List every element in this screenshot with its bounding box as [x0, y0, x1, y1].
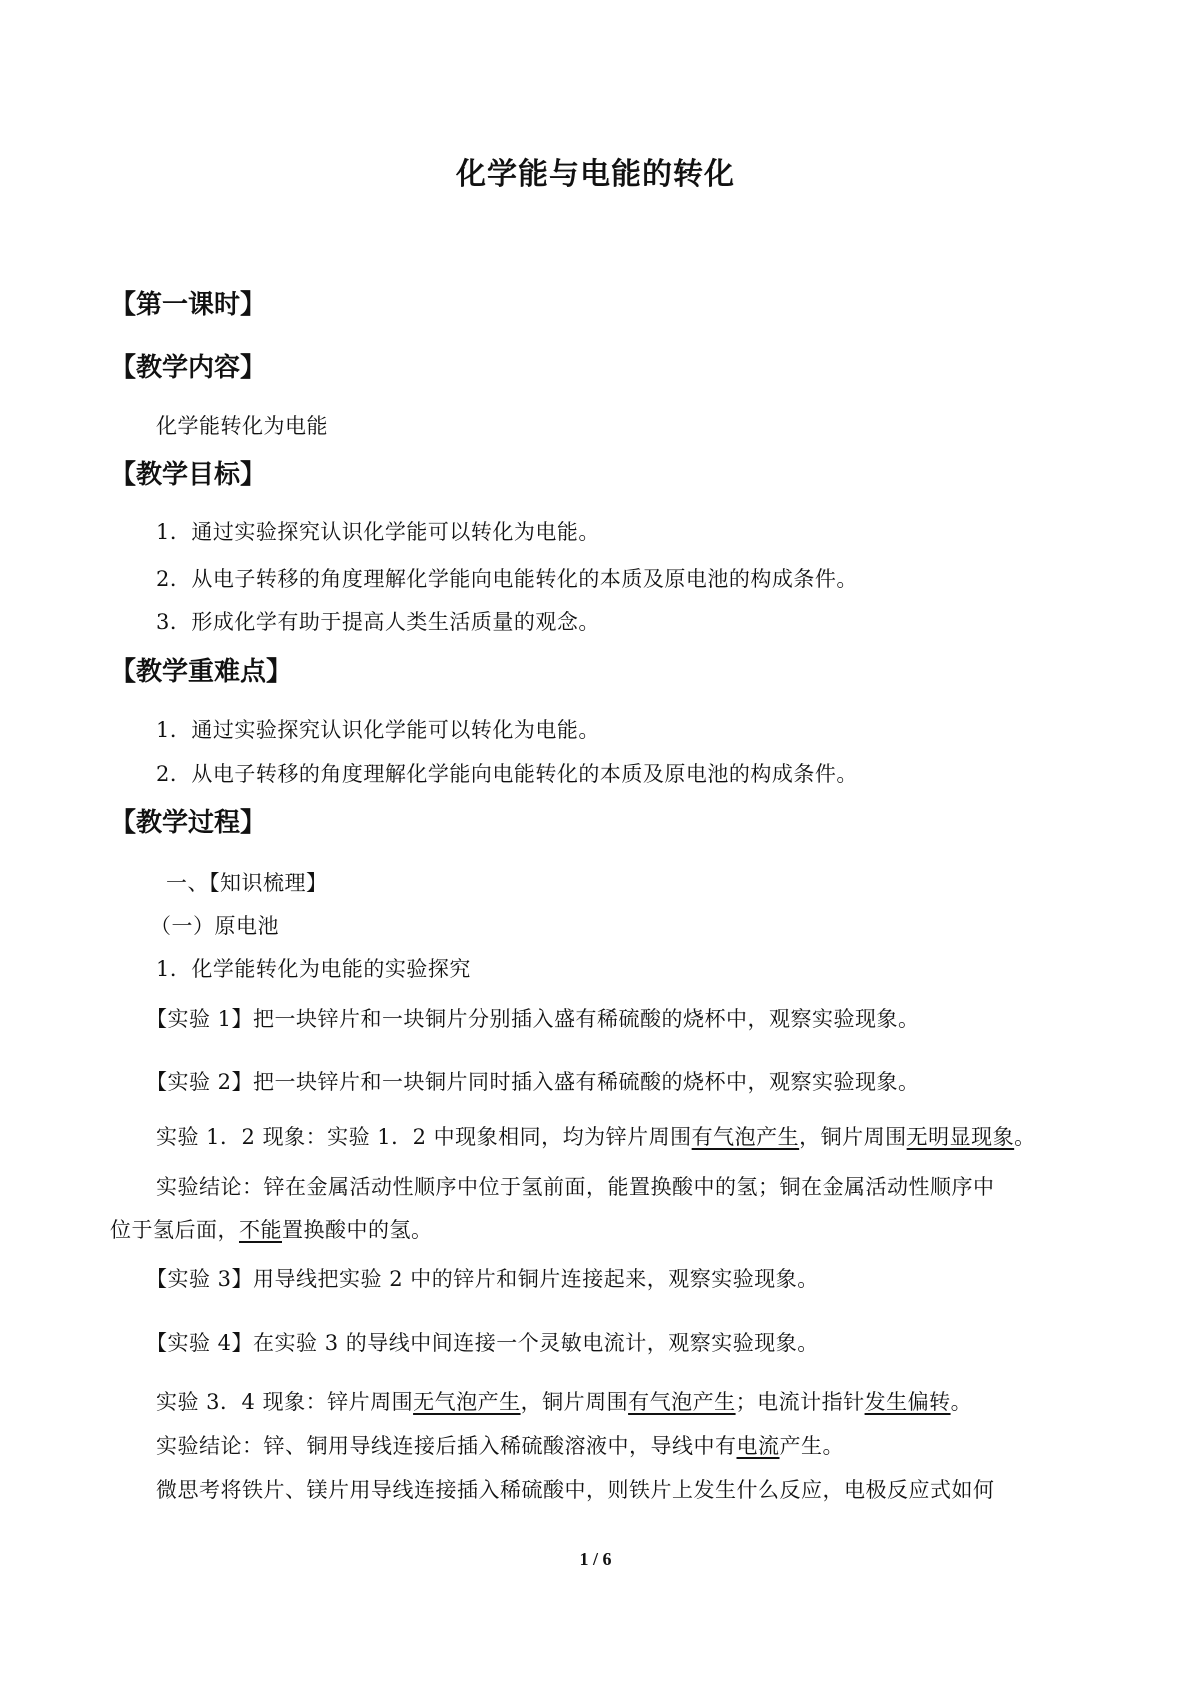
objective-item: 3．形成化学有助于提高人类生活质量的观念。: [156, 610, 600, 634]
observation-text: 。: [950, 1390, 973, 1414]
conclusion-text: 位于氢后面，: [110, 1218, 239, 1242]
content-text: 化学能转化为电能: [156, 414, 328, 438]
knowledge-section-heading: 一、【知识梳理】: [166, 871, 328, 895]
think-question: 微思考将铁片、镁片用导线连接插入稀硫酸中，则铁片上发生什么反应，电极反应式如何: [156, 1478, 995, 1502]
conclusion-text: 实验结论：锌、铜用导线连接后插入稀硫酸溶液中，导线中有: [156, 1434, 737, 1458]
observation-1-2: [156, 1127, 1036, 1148]
experiment-2: 【实验 2】把一块锌片和一块铜片同时插入盛有稀硫酸的烧杯中，观察实验现象。: [146, 1070, 920, 1094]
observation-text: 实验 3．4 现象：锌片周围: [156, 1390, 414, 1414]
conclusion-1-2-line2: [110, 1220, 433, 1241]
underlined-answer: 有气泡产生: [691, 1125, 800, 1149]
observation-text: ，铜片周围: [799, 1125, 907, 1149]
observation-text: ；电流计指针: [735, 1390, 865, 1414]
observation-text: 。: [1014, 1125, 1036, 1149]
observation-text: 实验 1．2 现象：实验 1．2 中现象相同，均为锌片周围: [156, 1125, 692, 1149]
experiment-1: 【实验 1】把一块锌片和一块铜片分别插入盛有稀硫酸的烧杯中，观察实验现象。: [146, 1007, 920, 1031]
page-number: 1 / 6: [579, 1549, 612, 1569]
conclusion-1-2-line1: 实验结论：锌在金属活动性顺序中位于氢前面，能置换酸中的氢；铜在金属活动性顺序中: [156, 1175, 995, 1199]
key-point-item: 2．从电子转移的角度理解化学能向电能转化的本质及原电池的构成条件。: [156, 762, 858, 786]
underlined-answer: 有气泡产生: [628, 1390, 736, 1414]
key-point-item: 1．通过实验探究认识化学能可以转化为电能。: [156, 718, 600, 742]
content-heading: 【教学内容】: [110, 353, 267, 383]
underlined-answer: 无气泡产生: [413, 1390, 521, 1414]
objective-item: 1．通过实验探究认识化学能可以转化为电能。: [156, 520, 600, 544]
observation-3-4: [156, 1392, 972, 1413]
conclusion-text: 产生。: [779, 1434, 844, 1458]
subsection-heading: （一）原电池: [150, 914, 279, 938]
underlined-answer: 电流: [736, 1434, 780, 1458]
item-heading: 1．化学能转化为电能的实验探究: [156, 957, 471, 981]
underlined-answer: 发生偏转: [864, 1390, 951, 1414]
experiment-4: 【实验 4】在实验 3 的导线中间连接一个灵敏电流计，观察实验现象。: [146, 1331, 819, 1355]
underlined-answer: 不能: [239, 1218, 282, 1242]
document-title: 化学能与电能的转化: [456, 157, 735, 192]
key-points-heading: 【教学重难点】: [110, 657, 293, 687]
conclusion-3-4: [156, 1436, 844, 1457]
objectives-heading: 【教学目标】: [110, 460, 267, 490]
conclusion-text: 置换酸中的氢。: [282, 1218, 433, 1242]
process-heading: 【教学过程】: [110, 808, 267, 838]
underlined-answer: 无明显现象: [906, 1125, 1015, 1149]
experiment-3: 【实验 3】用导线把实验 2 中的锌片和铜片连接起来，观察实验现象。: [146, 1267, 819, 1291]
lesson-heading: 【第一课时】: [110, 290, 267, 320]
objective-item: 2．从电子转移的角度理解化学能向电能转化的本质及原电池的构成条件。: [156, 567, 858, 591]
observation-text: ，铜片周围: [520, 1390, 629, 1414]
